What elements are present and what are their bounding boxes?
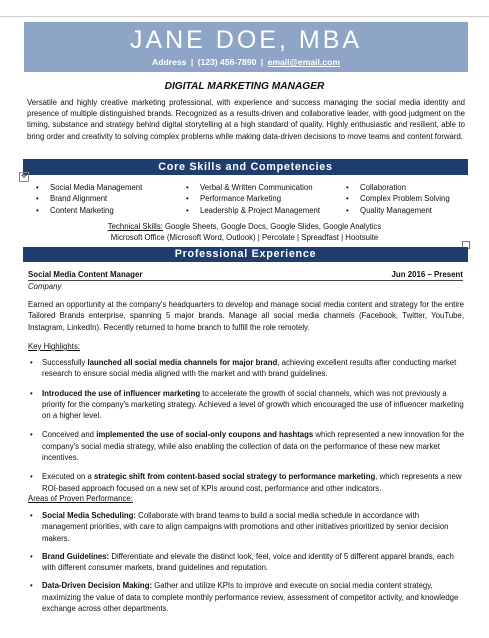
bullet-dot: • [36,205,39,215]
contact-email-link[interactable]: email@email.com [267,57,340,67]
skill-item: • Brand Alignment [36,194,108,204]
skill-item: • Complex Problem Solving [346,194,450,204]
list-item: • Successfully launched all social media channels for major brand, achieving excellent results after conducting market research to ensure social media aligned with the market and with brand guidelines. [30,358,457,379]
technical-skills [0,222,489,243]
technical-skills-line-1: Technical Skills: Google Sheets, Google Docs, Google Slides, Google Analytics [107,222,382,231]
list-item: • Social Media Scheduling: Collaborate with brand teams to build a social media schedule in accordance with management priorities, with care to align campaigns with promotions and other initiatives prioritized by senior decision makers. [30,511,449,543]
list-item: • Executed on a strategic shift from content-based social strategy to performance marketing, which represents a new ROI-based approach focused on a new set of KPIs around cost, performance and other indicators. [30,472,462,493]
areas-heading: Areas of Proven Performance: [28,494,133,503]
contact-line [24,56,468,68]
skill-item: • Quality Management [346,205,432,215]
contact-separator: | [260,57,264,67]
ruler-bar [0,0,489,17]
bullet-dot: • [346,205,349,215]
list-item: • Conceived and implemented the use of social-only coupons and hashtags which represented a new innovation for the company's social media strategy, while also enabling the collection of data on the performance of these new market incentives. [30,430,465,463]
bullet-dot: • [30,358,33,367]
list-item: • Introduced the use of influencer marketing to accelerate the growth of social channels, which was not previously a priority for the company's marketing strategy. Achieved a level of growth which encouraged the use of influencer marketing on a higher level. [30,388,464,421]
role-header [28,269,463,280]
skill-item: • Verbal & Written Communication [186,183,313,192]
bullet-dot: • [186,183,189,192]
job-title: DIGITAL MARKETING MANAGER [164,81,325,92]
bullet-dot: • [30,430,33,440]
bullet-dot: • [36,183,39,192]
technical-skills-label: Technical Skills: [107,222,163,231]
list-item: • Brand Guidelines: Differentiate and elevate the distinct look, feel, voice and identity of 5 different apparel brands, each with different consumer markets, brand guidelines and reputation. [30,551,454,573]
bullet-dot: • [30,388,33,398]
bullet-dot: • [30,551,33,561]
role-description: Earned an opportunity at the company's headquarters to develop and manage social media content and strategy for the entire Tailored Brands enterprise, spanning 5 major brands. Manage all social media channels (Facebook, Twitter, YouTube, Instagram, LinkedIn). Recently returned to home branch to fulfill the role remotely. [28,300,464,332]
key-highlights-heading: Key Highlights: [28,342,81,351]
list-item: • Data-Driven Decision Making: Gather and utilize KPIs to improve and execute on social media content strategy, maximizing the value of data to complete monthly performance review, assessment of competitor activity, and knowledge exchange across other departments. [30,581,459,614]
bullet-dot: • [186,205,189,215]
skills-column-3 [346,182,450,216]
bullet-dot: • [30,472,33,482]
header-banner [24,22,468,72]
skill-item: • Content Marketing [36,205,114,215]
bullet-dot: • [36,194,39,204]
bullet-dot: • [346,183,349,192]
bullet-dot: • [30,581,33,591]
skills-column-1 [36,182,142,216]
contact-separator: | [190,57,194,67]
bullet-dot: • [30,511,33,520]
move-handle-icon[interactable]: ✥ [19,172,29,182]
section-header-experience: Professional Experience [23,247,468,262]
candidate-name: JANE DOE, MBA [129,26,363,54]
skill-item: • Social Media Management [36,183,143,192]
skill-item: • Leadership & Project Management [186,205,321,215]
highlights-list [30,357,466,502]
bullet-dot: • [186,194,189,204]
areas-list [30,510,466,621]
role-dates: Jun 2016 – Present [391,270,463,279]
company-name: Company [28,282,62,291]
skill-item: • Performance Marketing [186,194,282,204]
skill-item: • Collaboration [346,183,406,192]
role-title: Social Media Content Manager [28,270,143,279]
contact-phone: (123) 456-7890 [197,57,257,67]
contact-address: Address [152,57,187,67]
skills-column-2 [186,182,320,216]
bullet-dot: • [346,194,349,204]
section-header-skills: Core Skills and Competencies [23,159,468,175]
summary-paragraph: Versatile and highly creative marketing professional, with experience and success managing the social media identity and presence of multiple distinguished brands. Recognized as a results-driven and collaborative leader, with good judgment on the timing, substance and strategy behind digital storytelling at a high standard of quality. Highly enthusiastic and resilient, able to bring order and creativity to solving complex problems while making data-driven decisions to move teams and content forward. [27,98,465,141]
technical-skills-line-2: Microsoft Office (Microsoft Word, Outlook) | Percolate | Spreadfast | Hootsuite [110,232,379,242]
divider [28,280,463,281]
